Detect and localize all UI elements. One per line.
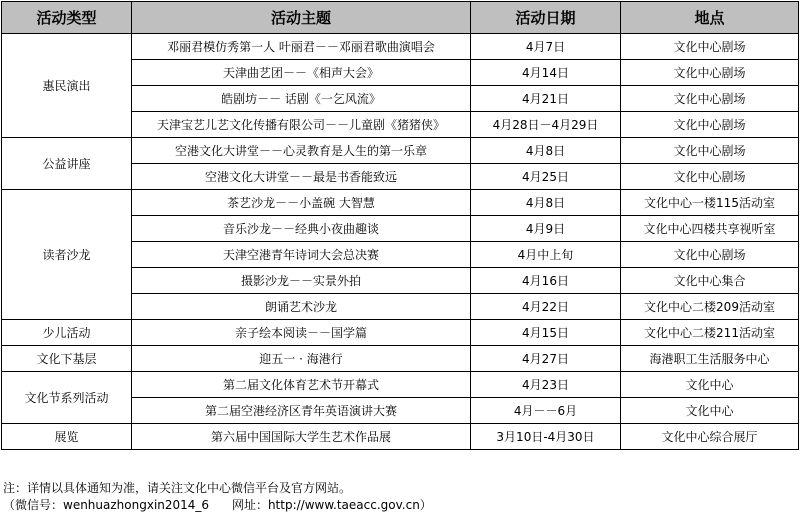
activity-theme-cell: 空港文化大讲堂－－最是书香能致远 xyxy=(132,164,471,190)
activity-theme-cell: 第六届中国国际大学生艺术作品展 xyxy=(132,424,471,450)
location-cell: 文化中心 xyxy=(621,398,799,424)
activity-theme-cell: 皓剧坊－－ 话剧《一乞风流》 xyxy=(132,86,471,112)
activity-type-cell: 少儿活动 xyxy=(2,320,132,346)
activity-theme-cell: 迎五一 · 海港行 xyxy=(132,346,471,372)
activity-theme-cell: 音乐沙龙－－经典小夜曲趣谈 xyxy=(132,216,471,242)
location-cell: 文化中心集合 xyxy=(621,268,799,294)
table-row xyxy=(2,138,799,164)
activity-theme-cell: 天津空港青年诗词大会总决赛 xyxy=(132,242,471,268)
activity-date-cell: 4月9日 xyxy=(471,216,621,242)
activity-type-cell: 公益讲座 xyxy=(2,138,132,190)
activity-date-cell: 4月14日 xyxy=(471,60,621,86)
activity-date-cell: 4月7日 xyxy=(471,34,621,60)
header-activity-theme: 活动主题 xyxy=(132,2,471,34)
activity-type-cell: 展览 xyxy=(2,424,132,450)
location-cell: 文化中心剧场 xyxy=(621,60,799,86)
activity-date-cell: 4月23日 xyxy=(471,372,621,398)
contact-info: （微信号：wenhuazhongxin2014_6 网址：http://www.taeacc.gov.cn） xyxy=(3,498,432,512)
activity-type-cell: 惠民演出 xyxy=(2,34,132,138)
table-row xyxy=(2,372,799,398)
location-cell: 文化中心剧场 xyxy=(621,86,799,112)
location-cell: 文化中心二楼211活动室 xyxy=(621,320,799,346)
activity-theme-cell: 邓丽君模仿秀第一人 叶丽君－－邓丽君歌曲演唱会 xyxy=(132,34,471,60)
activity-theme-cell: 空港文化大讲堂－－心灵教育是人生的第一乐章 xyxy=(132,138,471,164)
activity-date-cell: 4月21日 xyxy=(471,86,621,112)
activity-date-cell: 4月16日 xyxy=(471,268,621,294)
activity-theme-cell: 茶艺沙龙－－小盖碗 大智慧 xyxy=(132,190,471,216)
schedule-body xyxy=(2,34,799,450)
activity-date-cell: 4月15日 xyxy=(471,320,621,346)
activity-theme-cell: 朗诵艺术沙龙 xyxy=(132,294,471,320)
activity-date-cell: 3月10日-4月30日 xyxy=(471,424,621,450)
location-cell: 文化中心二楼209活动室 xyxy=(621,294,799,320)
location-cell: 文化中心一楼115活动室 xyxy=(621,190,799,216)
table-row xyxy=(2,346,799,372)
activity-date-cell: 4月27日 xyxy=(471,346,621,372)
activity-date-cell: 4月8日 xyxy=(471,190,621,216)
location-cell: 文化中心 xyxy=(621,372,799,398)
location-cell: 文化中心剧场 xyxy=(621,34,799,60)
location-cell: 文化中心剧场 xyxy=(621,138,799,164)
activity-type-cell: 文化节系列活动 xyxy=(2,372,132,424)
location-cell: 文化中心综合展厅 xyxy=(621,424,799,450)
footnote: 注：详情以具体通知为准，请关注文化中心微信平台及官方网站。 xyxy=(3,481,352,495)
location-cell: 文化中心剧场 xyxy=(621,112,799,138)
activity-date-cell: 4月－－6月 xyxy=(471,398,621,424)
activity-schedule-table xyxy=(1,1,799,450)
table-row xyxy=(2,190,799,216)
table-row xyxy=(2,424,799,450)
activity-theme-cell: 第二届空港经济区青年英语演讲大赛 xyxy=(132,398,471,424)
location-cell: 文化中心剧场 xyxy=(621,164,799,190)
header-row xyxy=(2,2,799,34)
activity-theme-cell: 天津宝艺儿艺文化传播有限公司－－儿童剧《猪猪侠》 xyxy=(132,112,471,138)
activity-type-cell: 读者沙龙 xyxy=(2,190,132,320)
header-location: 地点 xyxy=(621,2,799,34)
activity-theme-cell: 亲子绘本阅读－－国学篇 xyxy=(132,320,471,346)
activity-theme-cell: 天津曲艺团－－《相声大会》 xyxy=(132,60,471,86)
location-cell: 文化中心剧场 xyxy=(621,242,799,268)
location-cell: 海港职工生活服务中心 xyxy=(621,346,799,372)
table-row xyxy=(2,320,799,346)
activity-theme-cell: 第二届文化体育艺术节开幕式 xyxy=(132,372,471,398)
location-cell: 文化中心四楼共享视听室 xyxy=(621,216,799,242)
activity-date-cell: 4月中上旬 xyxy=(471,242,621,268)
activity-date-cell: 4月25日 xyxy=(471,164,621,190)
header-activity-date: 活动日期 xyxy=(471,2,621,34)
header-activity-type: 活动类型 xyxy=(2,2,132,34)
table-row xyxy=(2,34,799,60)
activity-date-cell: 4月8日 xyxy=(471,138,621,164)
activity-date-cell: 4月22日 xyxy=(471,294,621,320)
activity-date-cell: 4月28日－4月29日 xyxy=(471,112,621,138)
activity-theme-cell: 摄影沙龙－－实景外拍 xyxy=(132,268,471,294)
activity-type-cell: 文化下基层 xyxy=(2,346,132,372)
